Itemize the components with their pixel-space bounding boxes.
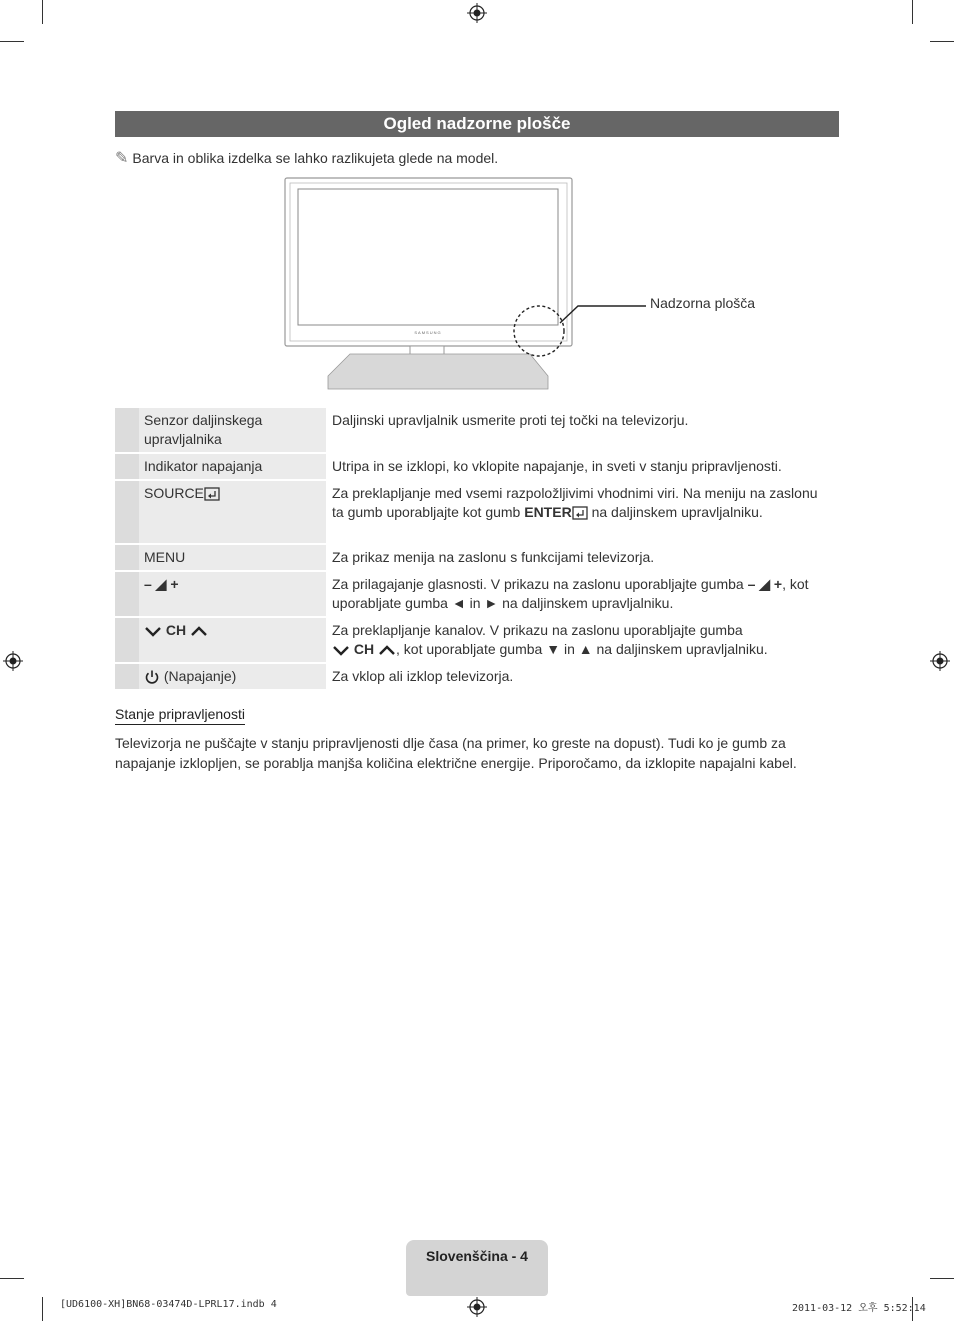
- row-label: Senzor daljinskega upravljalnika: [139, 408, 326, 452]
- control-panel-table: [115, 406, 839, 691]
- page-title: Ogled nadzorne plošče: [115, 111, 839, 137]
- chevron-down-icon: [332, 644, 350, 656]
- table-row: [115, 481, 839, 543]
- crop-mark: [912, 0, 913, 24]
- channel-key-label: CH: [332, 641, 396, 657]
- chevron-up-icon: [378, 644, 396, 656]
- row-description: Daljinski upravljalnik usmerite proti tej točki na televizorju.: [332, 412, 689, 428]
- enter-key-label: ENTER: [524, 504, 572, 520]
- pencil-icon: ✎: [115, 150, 129, 167]
- crop-mark: [42, 0, 43, 24]
- source-label: SOURCE: [144, 485, 204, 501]
- registration-mark-icon: [930, 651, 950, 671]
- crop-mark: [930, 1278, 954, 1279]
- row-marker: [115, 481, 139, 543]
- tv-screen: [298, 189, 558, 325]
- row-label: MENU: [139, 545, 326, 570]
- row-label: [139, 481, 326, 543]
- tv-brand-logo: SAMSUNG: [414, 330, 442, 335]
- standby-paragraph: Televizorja ne puščajte v stanju pripravljenosti dlje časa (na primer, ko greste na dopust). Tudi ko je gumb za napajanje izklopljen, se porablja manjša količina električne energije. Priporočamo, da izklopite napajalni kabel.: [115, 735, 797, 771]
- model-note: [115, 148, 498, 168]
- row-description: Za vklop ali izklop televizorja.: [332, 668, 514, 684]
- table-row: [115, 618, 839, 662]
- table-row: [115, 545, 839, 570]
- note-text: Barva in oblika izdelka se lahko razlikujeta glede na model.: [132, 150, 499, 166]
- row-marker: [115, 572, 139, 616]
- enter-icon: [204, 487, 220, 501]
- volume-key-label: – ◢ +: [747, 576, 783, 592]
- crop-mark: [930, 41, 954, 42]
- file-info: [UD6100-XH]BN68-03474D-LPRL17.indb 4: [60, 1299, 277, 1310]
- row-description: Za prikaz menija na zaslonu s funkcijami televizorja.: [332, 549, 655, 565]
- row-marker: [115, 664, 139, 689]
- crop-mark: [42, 1297, 43, 1321]
- callout-leader-line: [560, 306, 646, 323]
- chevron-up-icon: [190, 625, 208, 637]
- row-label: Indikator napajanja: [139, 454, 326, 479]
- row-marker: [115, 408, 139, 452]
- table-row: [115, 454, 839, 479]
- row-description: Za preklapljanje med vsemi razpoložljivimi vhodnimi viri. Na meniju na zaslonu ta gumb uporabljajte kot gumb ENTER na daljinskem upravljalniku.: [332, 485, 818, 520]
- enter-icon: [572, 506, 588, 520]
- registration-mark-icon: [3, 651, 23, 671]
- row-marker: [115, 545, 139, 570]
- table-row: [115, 572, 839, 616]
- row-description: Utripa in se izklopi, ko vklopite napajanje, in sveti v stanju pripravljenosti.: [332, 458, 782, 474]
- crop-mark: [0, 1278, 24, 1279]
- control-panel-callout: Nadzorna plošča: [650, 295, 756, 311]
- row-marker: [115, 454, 139, 479]
- row-description: Za prilagajanje glasnosti. V prikazu na zaslonu uporabljajte gumba – ◢ +, kot uporabljate gumba ◄ in ► na daljinskem upravljalniku.: [332, 576, 809, 611]
- crop-mark: [0, 41, 24, 42]
- row-marker: [115, 618, 139, 662]
- tv-stand-base: [328, 354, 548, 389]
- table-row: [115, 664, 839, 689]
- registration-mark-icon: [467, 3, 487, 23]
- volume-label: – ◢ +: [139, 572, 326, 616]
- row-label: (Napajanje): [139, 664, 326, 689]
- chevron-down-icon: [144, 625, 162, 637]
- page-number-tab: Slovenščina - 4: [406, 1240, 548, 1296]
- table-row: [115, 408, 839, 452]
- registration-mark-icon: [467, 1297, 487, 1317]
- tv-diagram: [280, 175, 840, 395]
- print-timestamp: 2011-03-12 오후 5:52:14: [792, 1303, 926, 1314]
- power-icon: [144, 669, 160, 685]
- row-description: Za preklapljanje kanalov. V prikazu na zaslonu uporabljajte gumba CH , kot uporabljate gumba ▼ in ▲ na daljinskem upravljalniku.: [332, 622, 768, 657]
- standby-heading: Stanje pripravljenosti: [115, 706, 245, 725]
- channel-label: CH: [139, 618, 326, 662]
